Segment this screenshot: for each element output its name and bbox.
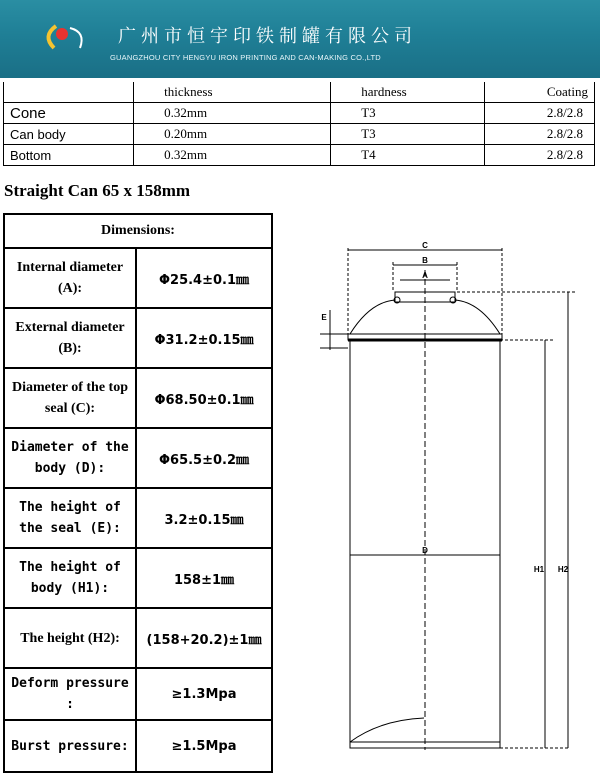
- dimension-label: The height (H2):: [4, 608, 136, 668]
- spec-header-hardness: hardness: [331, 82, 485, 103]
- cone-right: [455, 300, 500, 334]
- dimension-label: The height of body (H1):: [4, 548, 136, 608]
- spec-coating: 2.8/2.8: [484, 124, 594, 145]
- dimension-row: [4, 308, 272, 368]
- dimension-row: [4, 248, 272, 308]
- spec-part: Can body: [4, 124, 134, 145]
- dimension-label: The height of the seal (E):: [4, 488, 136, 548]
- dimension-value: Φ68.50±0.1㎜: [136, 368, 272, 428]
- material-spec-table: [3, 82, 595, 166]
- dimension-value: ≥1.3Mpa: [136, 668, 272, 720]
- dimension-value: ≥1.5Mpa: [136, 720, 272, 772]
- spec-header-row: [4, 82, 595, 103]
- can-bottom-dome: [350, 718, 424, 742]
- spec-header-blank: [4, 82, 134, 103]
- dimensions-header-row: [4, 214, 272, 248]
- spec-coating: 2.8/2.8: [484, 103, 594, 124]
- dimension-label: Deform pressure :: [4, 668, 136, 720]
- dimension-value: Φ25.4±0.1㎜: [136, 248, 272, 308]
- dimension-label: Diameter of the body (D):: [4, 428, 136, 488]
- dimension-value: Φ65.5±0.2㎜: [136, 428, 272, 488]
- label-b: B: [422, 256, 428, 265]
- spec-coating: 2.8/2.8: [484, 145, 594, 166]
- dimension-row: [4, 548, 272, 608]
- company-logo-icon: [40, 18, 100, 58]
- dimension-row: [4, 488, 272, 548]
- dimension-value: Φ31.2±0.15㎜: [136, 308, 272, 368]
- label-d: D: [422, 546, 428, 555]
- spec-header-coating: Coating: [484, 82, 594, 103]
- dimension-value: 158±1㎜: [136, 548, 272, 608]
- dimension-label: External diameter (B):: [4, 308, 136, 368]
- dimensions-header: Dimensions:: [4, 214, 272, 248]
- spec-row-can-body: [4, 124, 595, 145]
- dimension-row: [4, 668, 272, 720]
- spec-header-thickness: thickness: [134, 82, 331, 103]
- spec-thickness: 0.32mm: [134, 145, 331, 166]
- dimension-row: [4, 368, 272, 428]
- dimensions-table: [3, 213, 273, 773]
- section-title: Straight Can 65 x 158mm: [4, 181, 191, 200]
- spec-hardness: T3: [331, 124, 485, 145]
- spec-part: Cone: [4, 103, 134, 124]
- dimension-label: Burst pressure:: [4, 720, 136, 772]
- company-banner: [0, 0, 600, 78]
- dimension-row: [4, 720, 272, 772]
- label-e: E: [321, 313, 327, 322]
- spec-part: Bottom: [4, 145, 134, 166]
- spec-thickness: 0.20mm: [134, 124, 331, 145]
- label-h2: H2: [557, 565, 569, 574]
- dimension-label: Internal diameter (A):: [4, 248, 136, 308]
- spec-row-bottom: [4, 145, 595, 166]
- cone-left: [350, 300, 395, 334]
- label-h1: H1: [533, 565, 545, 574]
- label-a: A: [422, 271, 428, 280]
- dimension-row: [4, 608, 272, 668]
- spec-thickness: 0.32mm: [134, 103, 331, 124]
- spec-hardness: T4: [331, 145, 485, 166]
- company-name-chinese: 广州市恒宇印铁制罐有限公司: [118, 26, 417, 47]
- dimension-label: Diameter of the top seal (C):: [4, 368, 136, 428]
- spec-hardness: T3: [331, 103, 485, 124]
- label-c: C: [422, 241, 428, 250]
- dimension-row: [4, 428, 272, 488]
- spec-row-cone: [4, 103, 595, 124]
- can-technical-drawing: [300, 230, 590, 765]
- dimension-value: (158+20.2)±1㎜: [136, 608, 272, 668]
- company-name-english: GUANGZHOU CITY HENGYU IRON PRINTING AND CAN-MAKING CO.,LTD: [110, 53, 381, 62]
- dimension-value: 3.2±0.15㎜: [136, 488, 272, 548]
